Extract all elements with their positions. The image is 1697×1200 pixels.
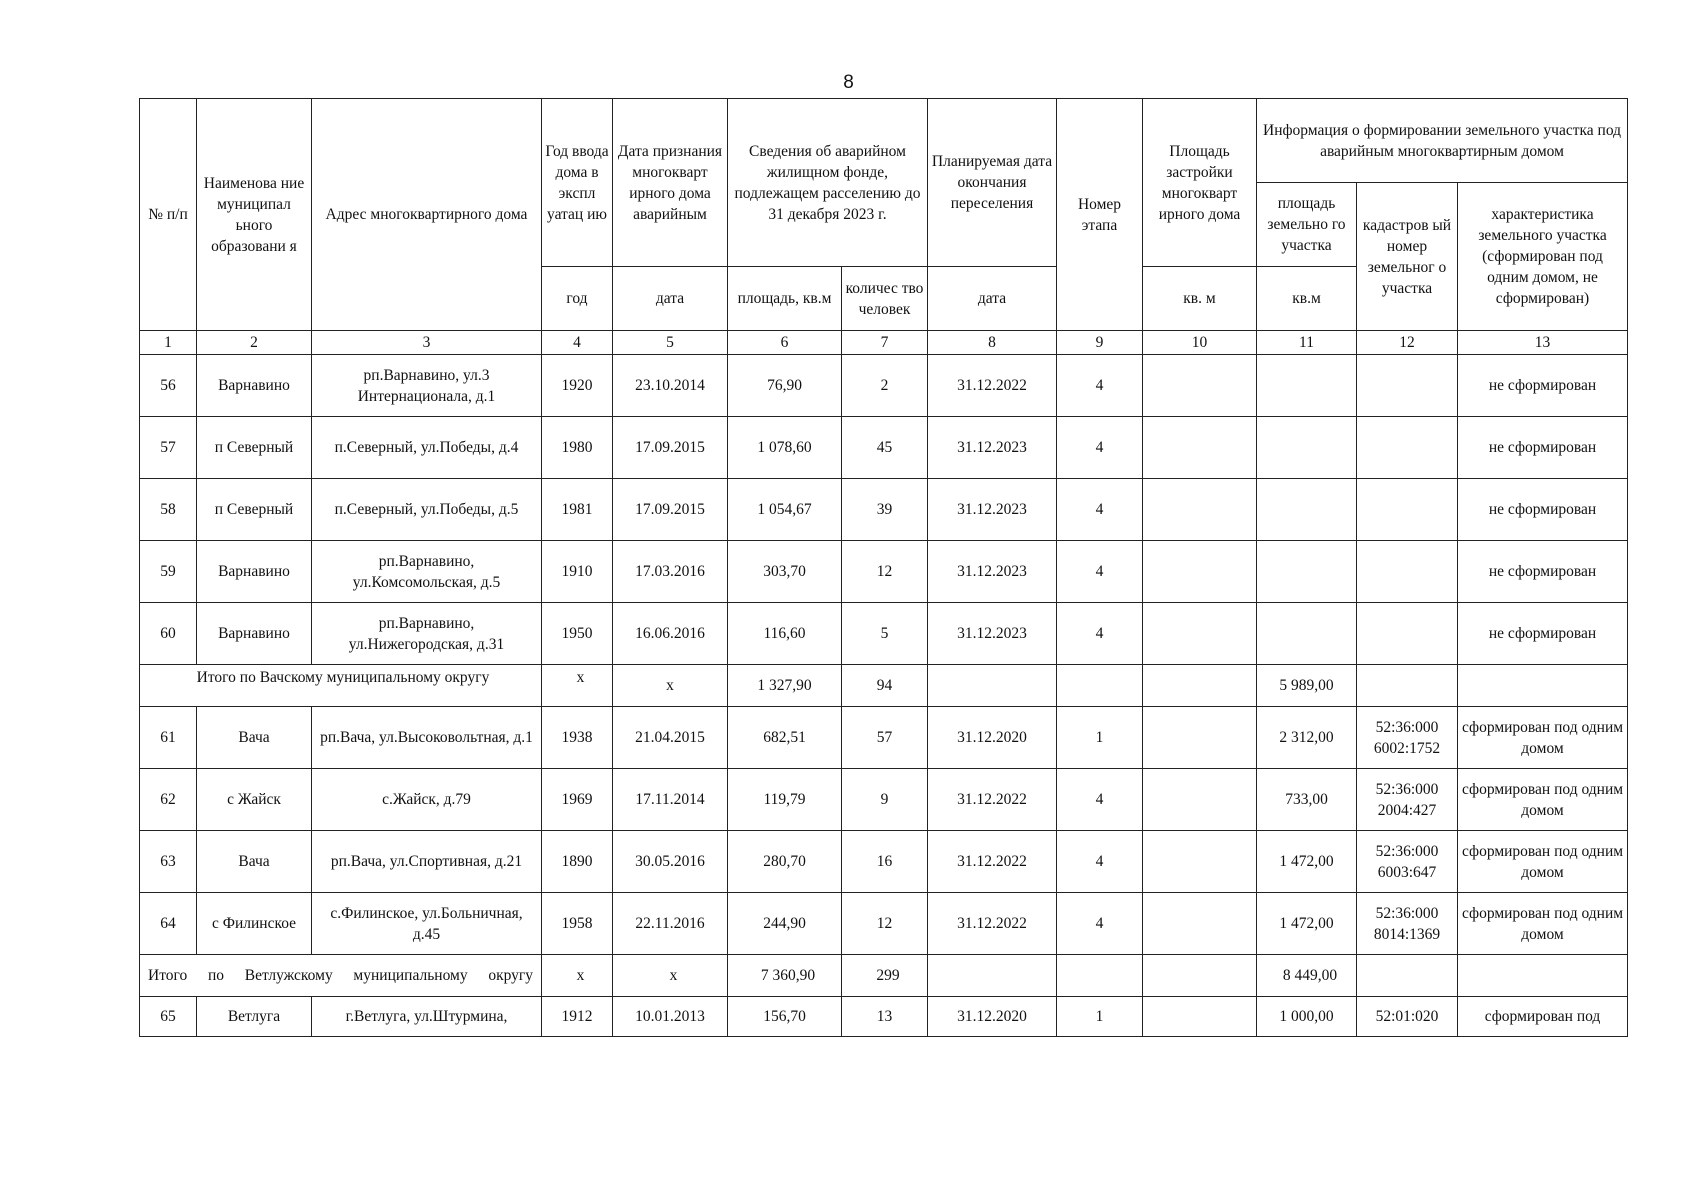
row-address: рп.Вача, ул.Высоковольтная, д.1 [312,707,542,769]
unit-year: год [542,267,613,331]
header-land-area: площадь земельно го участка [1257,183,1357,267]
row-people: 13 [842,997,928,1037]
column-number: 9 [1057,331,1143,355]
row-land-characteristic: не сформирован [1458,541,1628,603]
header-address: Адрес многоквартирного дома [312,99,542,331]
header-stage: Номер этапа [1057,99,1143,331]
row-no: 58 [140,479,197,541]
row-area: 303,70 [728,541,842,603]
row-stage: 4 [1057,355,1143,417]
row-municipality: Вача [197,707,312,769]
row-building-area [1143,541,1257,603]
row-land-characteristic: сформирован под одним домом [1458,893,1628,955]
row-address: с.Жайск, д.79 [312,769,542,831]
column-number: 8 [928,331,1057,355]
row-land-area: 1 000,00 [1257,997,1357,1037]
row-building-area [1143,997,1257,1037]
row-area: 116,60 [728,603,842,665]
total-area: 1 327,90 [728,665,842,707]
column-number: 2 [197,331,312,355]
row-cadastral: 52:36:000 6003:647 [1357,831,1458,893]
row-year: 1890 [542,831,613,893]
table-row [140,831,1628,893]
row-date: 17.03.2016 [613,541,728,603]
row-date: 17.09.2015 [613,479,728,541]
row-address: рп.Варнавино, ул.Нижегородская, д.31 [312,603,542,665]
row-land-characteristic: не сформирован [1458,479,1628,541]
row-area: 119,79 [728,769,842,831]
total-land-area: 8 449,00 [1257,955,1357,997]
row-building-area [1143,707,1257,769]
row-municipality: п Северный [197,417,312,479]
total-row [140,665,1628,707]
unit-area: площадь, кв.м [728,267,842,331]
row-land-characteristic: сформирован под одним домом [1458,707,1628,769]
row-cadastral: 52:36:000 2004:427 [1357,769,1458,831]
row-municipality: п Северный [197,479,312,541]
table-row [140,479,1628,541]
row-area: 156,70 [728,997,842,1037]
row-plan-date: 31.12.2023 [928,541,1057,603]
table-row [140,893,1628,955]
header-land-characteristic: характеристика земельного участка (сформирован под одним домом, не сформирован) [1458,183,1628,331]
row-address: г.Ветлуга, ул.Штурмина, [312,997,542,1037]
column-number: 7 [842,331,928,355]
total-people: 299 [842,955,928,997]
row-people: 12 [842,893,928,955]
row-stage: 4 [1057,603,1143,665]
row-no: 62 [140,769,197,831]
row-stage: 4 [1057,479,1143,541]
row-stage: 4 [1057,893,1143,955]
row-address: п.Северный, ул.Победы, д.4 [312,417,542,479]
table-row [140,769,1628,831]
header-recognition-date: Дата признания многокварт ирного дома аварийным [613,99,728,267]
row-date: 10.01.2013 [613,997,728,1037]
row-no: 63 [140,831,197,893]
row-area: 76,90 [728,355,842,417]
row-date: 17.11.2014 [613,769,728,831]
total-label: Итого по Вачскому муниципальному округу [140,665,542,707]
row-land-characteristic: сформирован под одним домом [1458,831,1628,893]
row-cadastral: 52:36:000 6002:1752 [1357,707,1458,769]
row-municipality: Варнавино [197,541,312,603]
row-people: 16 [842,831,928,893]
row-people: 12 [842,541,928,603]
row-stage: 1 [1057,997,1143,1037]
row-no: 60 [140,603,197,665]
column-number: 4 [542,331,613,355]
row-date: 17.09.2015 [613,417,728,479]
row-land-area: 1 472,00 [1257,831,1357,893]
row-land-area [1257,541,1357,603]
row-people: 9 [842,769,928,831]
column-number: 5 [613,331,728,355]
row-building-area [1143,831,1257,893]
total-year: х [542,955,613,997]
column-number: 11 [1257,331,1357,355]
row-stage: 4 [1057,769,1143,831]
row-year: 1910 [542,541,613,603]
row-address: рп.Вача, ул.Спортивная, д.21 [312,831,542,893]
unit-sqm-land: кв.м [1257,267,1357,331]
row-area: 280,70 [728,831,842,893]
row-municipality: Вача [197,831,312,893]
total-date: х [613,955,728,997]
row-land-area [1257,355,1357,417]
row-area: 244,90 [728,893,842,955]
row-plan-date: 31.12.2023 [928,479,1057,541]
row-year: 1912 [542,997,613,1037]
row-year: 1981 [542,479,613,541]
row-plan-date: 31.12.2022 [928,355,1057,417]
row-municipality: Ветлуга [197,997,312,1037]
row-year: 1950 [542,603,613,665]
table-row [140,707,1628,769]
row-plan-date: 31.12.2023 [928,603,1057,665]
total-year: х [542,665,613,707]
row-no: 57 [140,417,197,479]
row-building-area [1143,603,1257,665]
row-building-area [1143,355,1257,417]
table-row [140,997,1628,1037]
row-year: 1958 [542,893,613,955]
row-area: 1 054,67 [728,479,842,541]
row-building-area [1143,769,1257,831]
row-municipality: Варнавино [197,355,312,417]
header-land-info: Информация о формировании земельного участка под аварийным многоквартирным домом [1257,99,1628,183]
unit-date-plan: дата [928,267,1057,331]
column-number: 6 [728,331,842,355]
row-date: 21.04.2015 [613,707,728,769]
row-address: рп.Варнавино, ул.Комсомольская, д.5 [312,541,542,603]
row-area: 682,51 [728,707,842,769]
row-land-area [1257,479,1357,541]
row-cadastral [1357,417,1458,479]
header-cadastral: кадастров ый номер земельног о участка [1357,183,1458,331]
row-cadastral [1357,355,1458,417]
row-plan-date: 31.12.2022 [928,893,1057,955]
row-people: 45 [842,417,928,479]
unit-sqm: кв. м [1143,267,1257,331]
row-year: 1969 [542,769,613,831]
total-people: 94 [842,665,928,707]
row-people: 57 [842,707,928,769]
unit-date: дата [613,267,728,331]
row-land-area: 2 312,00 [1257,707,1357,769]
emergency-housing-table [139,98,1628,1037]
total-area: 7 360,90 [728,955,842,997]
row-plan-date: 31.12.2020 [928,707,1057,769]
table-row [140,355,1628,417]
row-plan-date: 31.12.2022 [928,831,1057,893]
column-number: 12 [1357,331,1458,355]
row-building-area [1143,479,1257,541]
table-row [140,603,1628,665]
table-row [140,541,1628,603]
row-address: рп.Варнавино, ул.3 Интернационала, д.1 [312,355,542,417]
row-building-area [1143,893,1257,955]
row-stage: 4 [1057,831,1143,893]
row-cadastral [1357,479,1458,541]
row-land-characteristic: не сформирован [1458,355,1628,417]
row-date: 16.06.2016 [613,603,728,665]
page-number: 8 [843,72,854,93]
column-number: 13 [1458,331,1628,355]
total-row [140,955,1628,997]
row-year: 1920 [542,355,613,417]
row-land-area [1257,417,1357,479]
table-row [140,417,1628,479]
row-cadastral [1357,603,1458,665]
row-plan-date: 31.12.2020 [928,997,1057,1037]
total-date: х [613,665,728,707]
row-land-area: 733,00 [1257,769,1357,831]
column-number-row [140,331,1628,355]
row-address: с.Филинское, ул.Больничная, д.45 [312,893,542,955]
row-stage: 1 [1057,707,1143,769]
column-number: 3 [312,331,542,355]
header-fund-info: Сведения об аварийном жилищном фонде, подлежащем расселению до 31 декабря 2023 г. [728,99,928,267]
row-year: 1980 [542,417,613,479]
row-land-area [1257,603,1357,665]
row-cadastral: 52:36:000 8014:1369 [1357,893,1458,955]
row-people: 5 [842,603,928,665]
row-no: 61 [140,707,197,769]
unit-people: количес тво человек [842,267,928,331]
row-plan-date: 31.12.2023 [928,417,1057,479]
row-building-area [1143,417,1257,479]
row-no: 65 [140,997,197,1037]
row-plan-date: 31.12.2022 [928,769,1057,831]
header-building-area: Площадь застройки многокварт ирного дома [1143,99,1257,267]
header-municipality: Наименова ние муниципал ьного образовани я [197,99,312,331]
total-label: Итого по Ветлужскому муниципальному округу [140,955,542,997]
row-stage: 4 [1057,541,1143,603]
header-year-built: Год ввода дома в экспл уатац ию [542,99,613,267]
row-no: 64 [140,893,197,955]
row-address: п.Северный, ул.Победы, д.5 [312,479,542,541]
row-year: 1938 [542,707,613,769]
row-land-characteristic: не сформирован [1458,603,1628,665]
row-cadastral [1357,541,1458,603]
row-no: 56 [140,355,197,417]
total-land-area: 5 989,00 [1257,665,1357,707]
row-cadastral: 52:01:020 [1357,997,1458,1037]
row-date: 23.10.2014 [613,355,728,417]
column-number: 10 [1143,331,1257,355]
row-stage: 4 [1057,417,1143,479]
header-planned-date: Планируемая дата окончания переселения [928,99,1057,267]
row-land-characteristic: сформирован под [1458,997,1628,1037]
row-people: 39 [842,479,928,541]
column-number: 1 [140,331,197,355]
header-no: № п/п [140,99,197,331]
row-people: 2 [842,355,928,417]
row-no: 59 [140,541,197,603]
row-area: 1 078,60 [728,417,842,479]
row-land-area: 1 472,00 [1257,893,1357,955]
row-land-characteristic: не сформирован [1458,417,1628,479]
row-municipality: с Жайск [197,769,312,831]
row-date: 30.05.2016 [613,831,728,893]
row-land-characteristic: сформирован под одним домом [1458,769,1628,831]
row-date: 22.11.2016 [613,893,728,955]
row-municipality: с Филинское [197,893,312,955]
row-municipality: Варнавино [197,603,312,665]
